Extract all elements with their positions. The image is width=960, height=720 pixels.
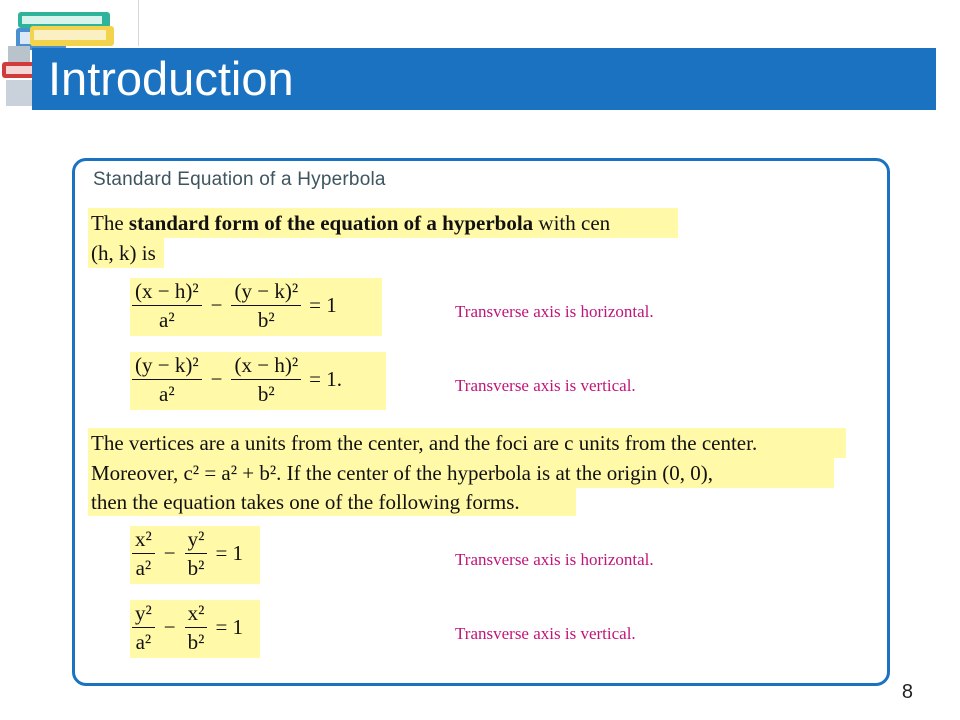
intro-line-1 bbox=[91, 210, 610, 237]
eq1-rhs: = 1 bbox=[309, 293, 337, 317]
eq1-num1: (x − h)² bbox=[132, 279, 202, 306]
equation-vertical-center bbox=[132, 353, 342, 406]
eq1-den1: a² bbox=[159, 308, 175, 332]
eq3-num2: y² bbox=[185, 527, 208, 554]
eq4-note: Transverse axis is vertical. bbox=[455, 624, 636, 643]
eq4-num2: x² bbox=[185, 601, 208, 628]
eq3-note: Transverse axis is horizontal. bbox=[455, 550, 654, 569]
eq4-den2: b² bbox=[187, 630, 205, 654]
header-divider bbox=[138, 0, 139, 46]
para2-line-1: The vertices are a units from the center, and the foci are c units from the center. bbox=[91, 431, 758, 455]
eq3-rhs: = 1 bbox=[215, 541, 244, 565]
intro-pre: The bbox=[91, 211, 129, 235]
intro-line-2 bbox=[91, 240, 156, 267]
card-heading: Standard Equation of a Hyperbola bbox=[93, 169, 386, 190]
eq1-den2: b² bbox=[257, 308, 275, 332]
para2-line-3: then the equation takes one of the following forms. bbox=[91, 490, 520, 514]
eq2-rhs: = 1. bbox=[309, 367, 342, 391]
eq2-den1: a² bbox=[159, 382, 175, 406]
para2-line-2: Moreover, c² = a² + b². If the center of the hyperbola is at the origin (0, 0), bbox=[91, 461, 713, 485]
eq4-minus: − bbox=[163, 615, 176, 639]
eq2-den2: b² bbox=[257, 382, 275, 406]
eq2-minus: − bbox=[210, 367, 223, 391]
eq1-minus: − bbox=[210, 293, 223, 317]
eq3-num1: x² bbox=[132, 527, 155, 554]
definition-card bbox=[72, 158, 890, 686]
eq4-num1: y² bbox=[132, 601, 155, 628]
page-number: 8 bbox=[901, 681, 913, 703]
intro-post: with cen bbox=[533, 211, 611, 235]
equation-vertical-origin bbox=[132, 601, 243, 654]
equation-horizontal-center bbox=[132, 279, 337, 332]
equation-horizontal-origin bbox=[132, 527, 243, 580]
eq4-rhs: = 1 bbox=[215, 615, 244, 639]
eq3-minus: − bbox=[163, 541, 176, 565]
eq2-num1: (y − k)² bbox=[132, 353, 202, 380]
slide-title: Introduction bbox=[48, 52, 294, 105]
eq3-den1: a² bbox=[135, 556, 152, 580]
title-bar bbox=[32, 48, 936, 110]
eq2-note: Transverse axis is vertical. bbox=[455, 376, 636, 395]
eq2-num2: (x − h)² bbox=[231, 353, 301, 380]
intro-bold: standard form of the equation of a hyperbola bbox=[128, 211, 534, 235]
eq4-den1: a² bbox=[135, 630, 152, 654]
eq3-den2: b² bbox=[187, 556, 205, 580]
eq1-note: Transverse axis is horizontal. bbox=[455, 302, 654, 321]
eq1-num2: (y − k)² bbox=[231, 279, 301, 306]
intro-line-2-text: (h, k) is bbox=[91, 241, 156, 265]
